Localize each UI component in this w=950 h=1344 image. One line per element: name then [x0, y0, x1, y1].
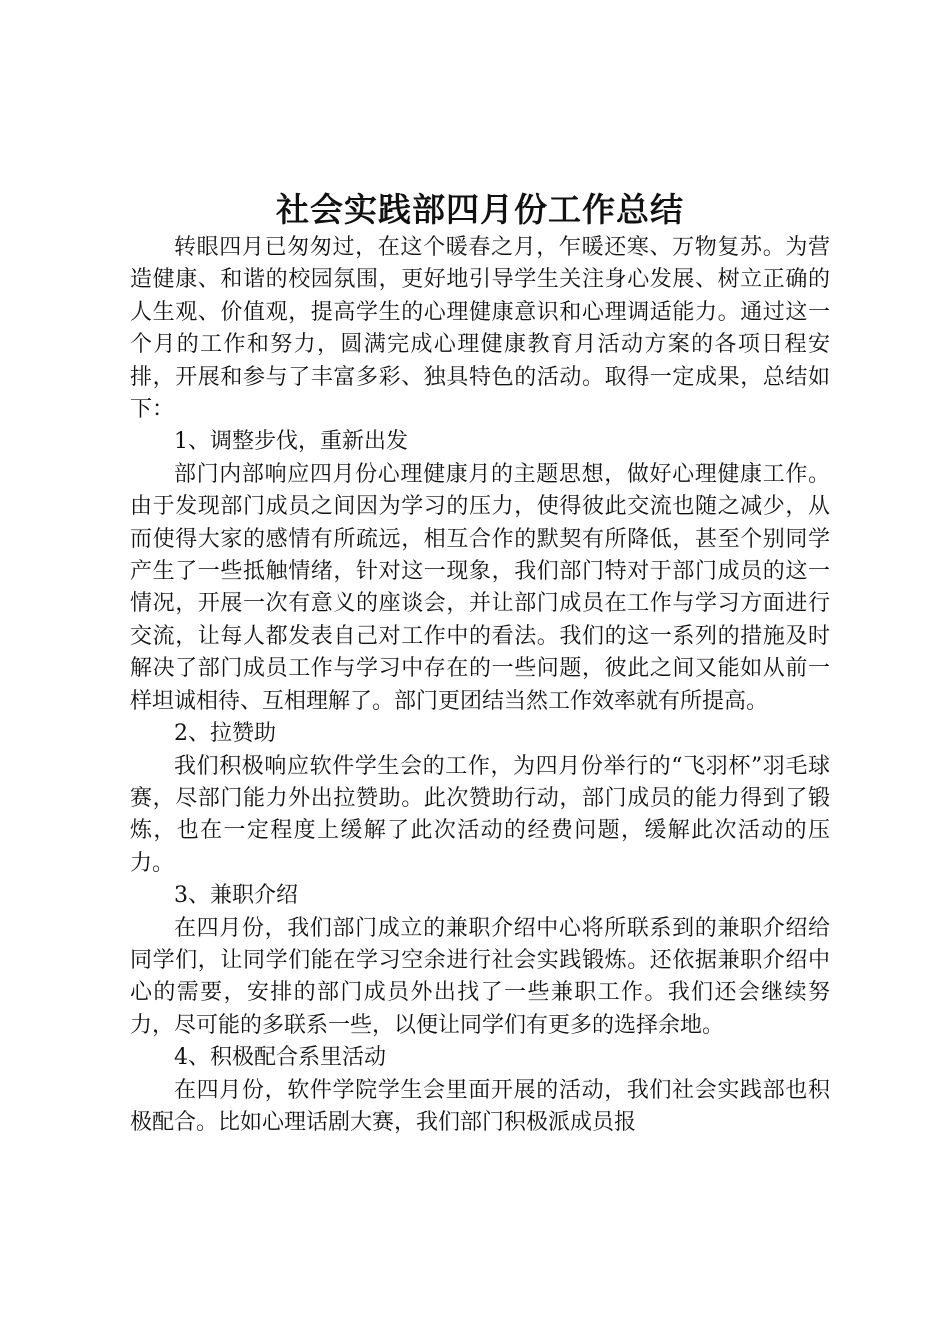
section-heading: 1、调整步伐，重新出发: [174, 429, 408, 455]
document-page: [130, 188, 830, 1139]
section-paragraph: 在四月份，我们部门成立的兼职介绍中心将所联系到的兼职介绍给同学们，让同学们能在学习空余进行社会实践锻炼。还依据兼职介绍中心的需要，安排的部门成员外出找了一些兼职工作。我们还会继续努力，尽可能的多联系一些，以便让同学们有更多的选择余地。: [130, 915, 830, 1038]
section-paragraph: 我们积极响应软件学生会的工作，为四月份举行的“飞羽杯”羽毛球赛，尽部门能力外出拉赞助。此次赞助行动，部门成员的能力得到了锻炼，也在一定程度上缓解了此次活动的经费问题，缓解此次活动的压力。: [130, 753, 830, 876]
section-heading: 3、兼职介绍: [174, 883, 298, 909]
section-paragraph: 部门内部响应四月份心理健康月的主题思想，做好心理健康工作。由于发现部门成员之间因为学习的压力，使得彼此交流也随之减少，从而使得大家的感情有所疏远，相互合作的默契有所降低，甚至个别同学产生了一些抵触情绪，针对这一现象，我们部门特对于部门成员的这一情况，开展一次有意义的座谈会，并让部门成员在工作与学习方面进行交流，让每人都发表自己对工作中的看法。我们的这一系列的措施及时解决了部门成员工作与学习中存在的一些问题，彼此之间又能如从前一样坦诚相待、互相理解了。部门更团结当然工作效率就有所提高。: [130, 461, 830, 714]
section-heading: 2、拉赞助: [174, 721, 276, 747]
intro-paragraph: 转眼四月已匆匆过，在这个暖春之月，乍暖还寒、万物复苏。为营造健康、和谐的校园氛围，更好地引导学生关注身心发展、树立正确的人生观、价值观，提高学生的心理健康意识和心理调适能力。通过这一个月的工作和努力，圆满完成心理健康教育月活动方案的各项日程安排，开展和参与了丰富多彩、独具特色的活动。取得一定成果，总结如下：: [130, 235, 830, 423]
section-paragraph: 在四月份，软件学院学生会里面开展的活动，我们社会实践部也积极配合。比如心理话剧大赛，我们部门积极派成员报: [130, 1077, 830, 1135]
document-title: 社会实践部四月份工作总结: [276, 190, 684, 229]
section-heading: 4、积极配合系里活动: [174, 1045, 386, 1071]
